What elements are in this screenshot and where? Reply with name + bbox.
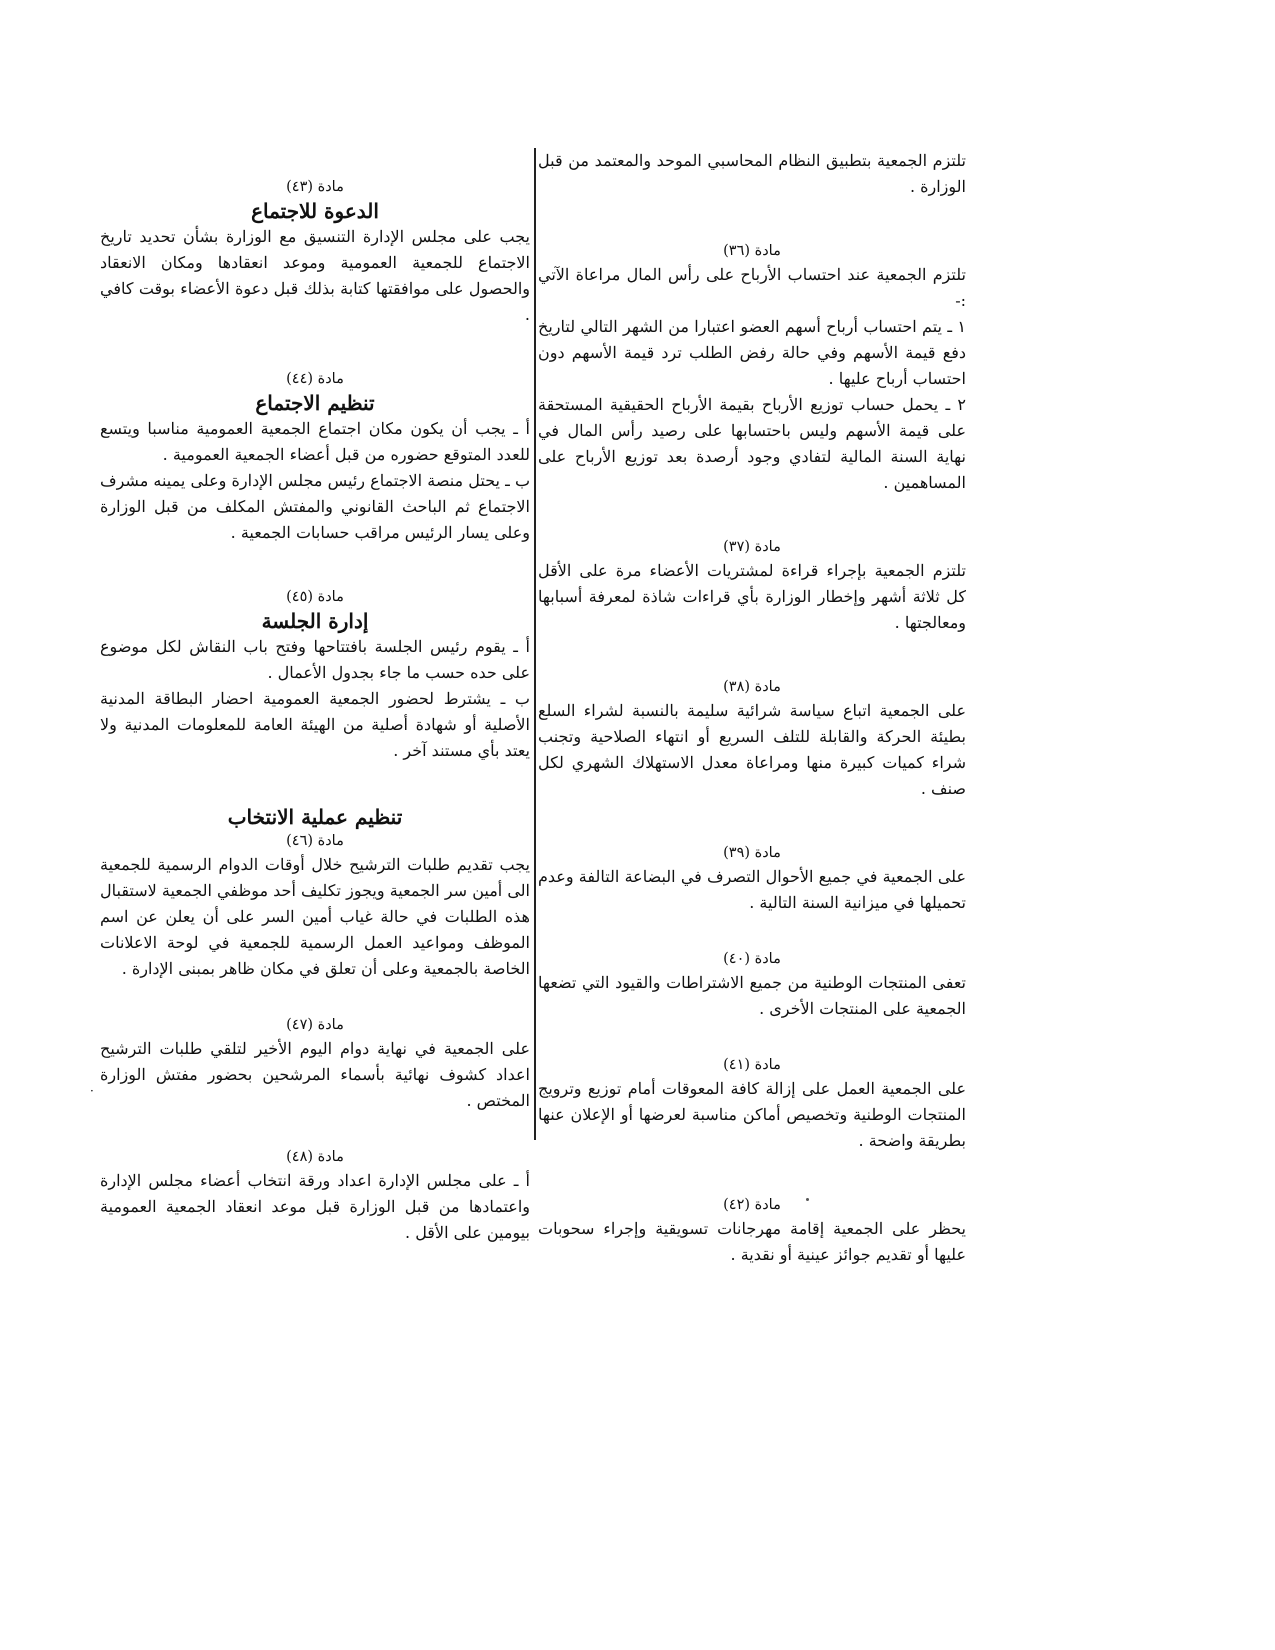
article-48-item-a: أ ـ على مجلس الإدارة اعداد ورقة انتخاب أعضاء مجلس الإدارة واعتمادها من قبل الوزارة قبل موعد انعقاد الجمعية العمومية بيومين على الأقل . xyxy=(100,1171,530,1242)
left-column xyxy=(100,176,530,1246)
article-47-body: على الجمعية في نهاية دوام اليوم الأخير لتلقي طلبات الترشيح اعداد كشوف نهائية بأسماء المرشحين بحضور مفتش الوزارة المختص . xyxy=(100,1039,531,1110)
article-40-body: تعفى المنتجات الوطنية من جميع الاشتراطات والقيود التي تضعها الجمعية على المنتجات الأخرى . xyxy=(538,973,966,1018)
article-35-continuation: تلتزم الجمعية بتطبيق النظام المحاسبي الموحد والمعتمد من قبل الوزارة . xyxy=(538,151,966,196)
article-44-title: تنظيم الاجتماع xyxy=(255,391,375,415)
article-41-number: مادة (٤١) xyxy=(723,1057,781,1073)
article-44-number: مادة (٤٤) xyxy=(286,371,344,387)
article-36-item-2: ٢ ـ يحمل حساب توزيع الأرباح بقيمة الأرباح الحقيقية المستحقة على قيمة الأسهم وليس باحتسابها على رصيد رأس المال في نهاية السنة المالية لتفادي وجود أرصدة بعد توزيع الأرباح على المساهمين . xyxy=(538,395,966,492)
article-38-number: مادة (٣٨) xyxy=(723,679,781,695)
article-45-title: إدارة الجلسة xyxy=(261,609,369,633)
article-43-title: الدعوة للاجتماع xyxy=(251,199,379,223)
stray-mark: · xyxy=(90,1084,94,1098)
article-48-number: مادة (٤٨) xyxy=(286,1149,344,1165)
article-36-body: تلتزم الجمعية عند احتساب الأرباح على رأس المال مراعاة الآتي :- xyxy=(538,265,966,310)
article-44-item-a: أ ـ يجب أن يكون مكان اجتماع الجمعية العمومية مناسبا ويتسع للعدد المتوقع حضوره من قبل أعضاء الجمعية العمومية . xyxy=(100,419,530,464)
article-39-body: على الجمعية في جميع الأحوال التصرف في البضاعة التالفة وعدم تحميلها في ميزانية السنة التالية . xyxy=(538,867,966,912)
article-43-number: مادة (٤٣) xyxy=(286,179,344,195)
article-36-item-1: ١ ـ يتم احتساب أرباح أسهم العضو اعتبارا من الشهر التالي لتاريخ دفع قيمة الأسهم وفي حالة رفض الطلب ترد قيمة الأسهم دون احتساب أرباح عليها . xyxy=(538,317,966,388)
article-46-body: يجب تقديم طلبات الترشيح خلال أوقات الدوام الرسمية للجمعية الى أمين سر الجمعية ويجوز تكليف أحد موظفي الجمعية لاستقبال هذه الطلبات في حالة غياب أمين السر على أن يعلن عن اسم الموظف ومواعيد العمل الرسمية للجمعية في لوحة الاعلانات الخاصة بالجمعية وعلى أن تعلق في مكان ظاهر بمبنى الإدارة . xyxy=(100,855,530,978)
right-column xyxy=(538,148,966,1268)
article-39-number: مادة (٣٩) xyxy=(723,845,781,861)
article-44-item-b: ب ـ يحتل منصة الاجتماع رئيس مجلس الإدارة وعلى يمينه مشرف الاجتماع ثم الباحث القانوني والمفتش المكلف من قبل الوزارة وعلى يسار الرئيس مراقب حسابات الجمعية . xyxy=(100,471,530,542)
article-42-body: يحظر على الجمعية إقامة مهرجانات تسويقية وإجراء سحوبات عليها أو تقديم جوائز عينية أو نقدية . xyxy=(538,1219,966,1264)
article-45-number: مادة (٤٥) xyxy=(286,589,344,605)
article-41-body: على الجمعية العمل على إزالة كافة المعوقات أمام توزيع وترويج المنتجات الوطنية وتخصيص أماكن مناسبة لعرضها أو الإعلان عنها بطريقة واضحة . xyxy=(538,1079,966,1150)
article-40-number: مادة (٤٠) xyxy=(723,951,781,967)
election-section-title: تنظيم عملية الانتخاب xyxy=(227,805,403,829)
article-43-body: يجب على مجلس الإدارة التنسيق مع الوزارة بشأن تحديد تاريخ الاجتماع للجمعية العمومية وموعد انعقادها ومكان الانعقاد والحصول على موافقتها كتابة بذلك قبل دعوة الأعضاء بوقت كافي . xyxy=(100,227,530,324)
column-divider xyxy=(534,148,536,1140)
article-36-number: مادة (٣٦) xyxy=(723,243,781,259)
article-45-item-b: ب ـ يشترط لحضور الجمعية العمومية احضار البطاقة المدنية الأصلية أو شهادة أصلية من الهيئة العامة للمعلومات المدنية ولا يعتد بأي مستند آخر . xyxy=(100,689,530,760)
article-37-number: مادة (٣٧) xyxy=(723,539,781,555)
article-46-number: مادة (٤٦) xyxy=(286,833,344,849)
article-38-body: على الجمعية اتباع سياسة شرائية سليمة بالنسبة لشراء السلع بطيئة الحركة والقابلة للتلف السريع أو انتهاء الصلاحية وتجنب شراء كميات كبيرة منها ومراعاة معدل الاستهلاك الشهري لكل صنف . xyxy=(538,701,966,798)
article-45-item-a: أ ـ يقوم رئيس الجلسة بافتتاحها وفتح باب النقاش لكل موضوع على حده حسب ما جاء بجدول الأعمال . xyxy=(100,637,530,682)
article-47-number: مادة (٤٧) xyxy=(286,1017,344,1033)
article-42-number: مادة (٤٢) xyxy=(723,1197,781,1213)
article-37-body: تلتزم الجمعية بإجراء قراءة لمشتريات الأعضاء مرة على الأقل كل ثلاثة أشهر وإخطار الوزارة بأي قراءات شاذة لمعرفة أسبابها ومعالجتها . xyxy=(538,561,967,632)
